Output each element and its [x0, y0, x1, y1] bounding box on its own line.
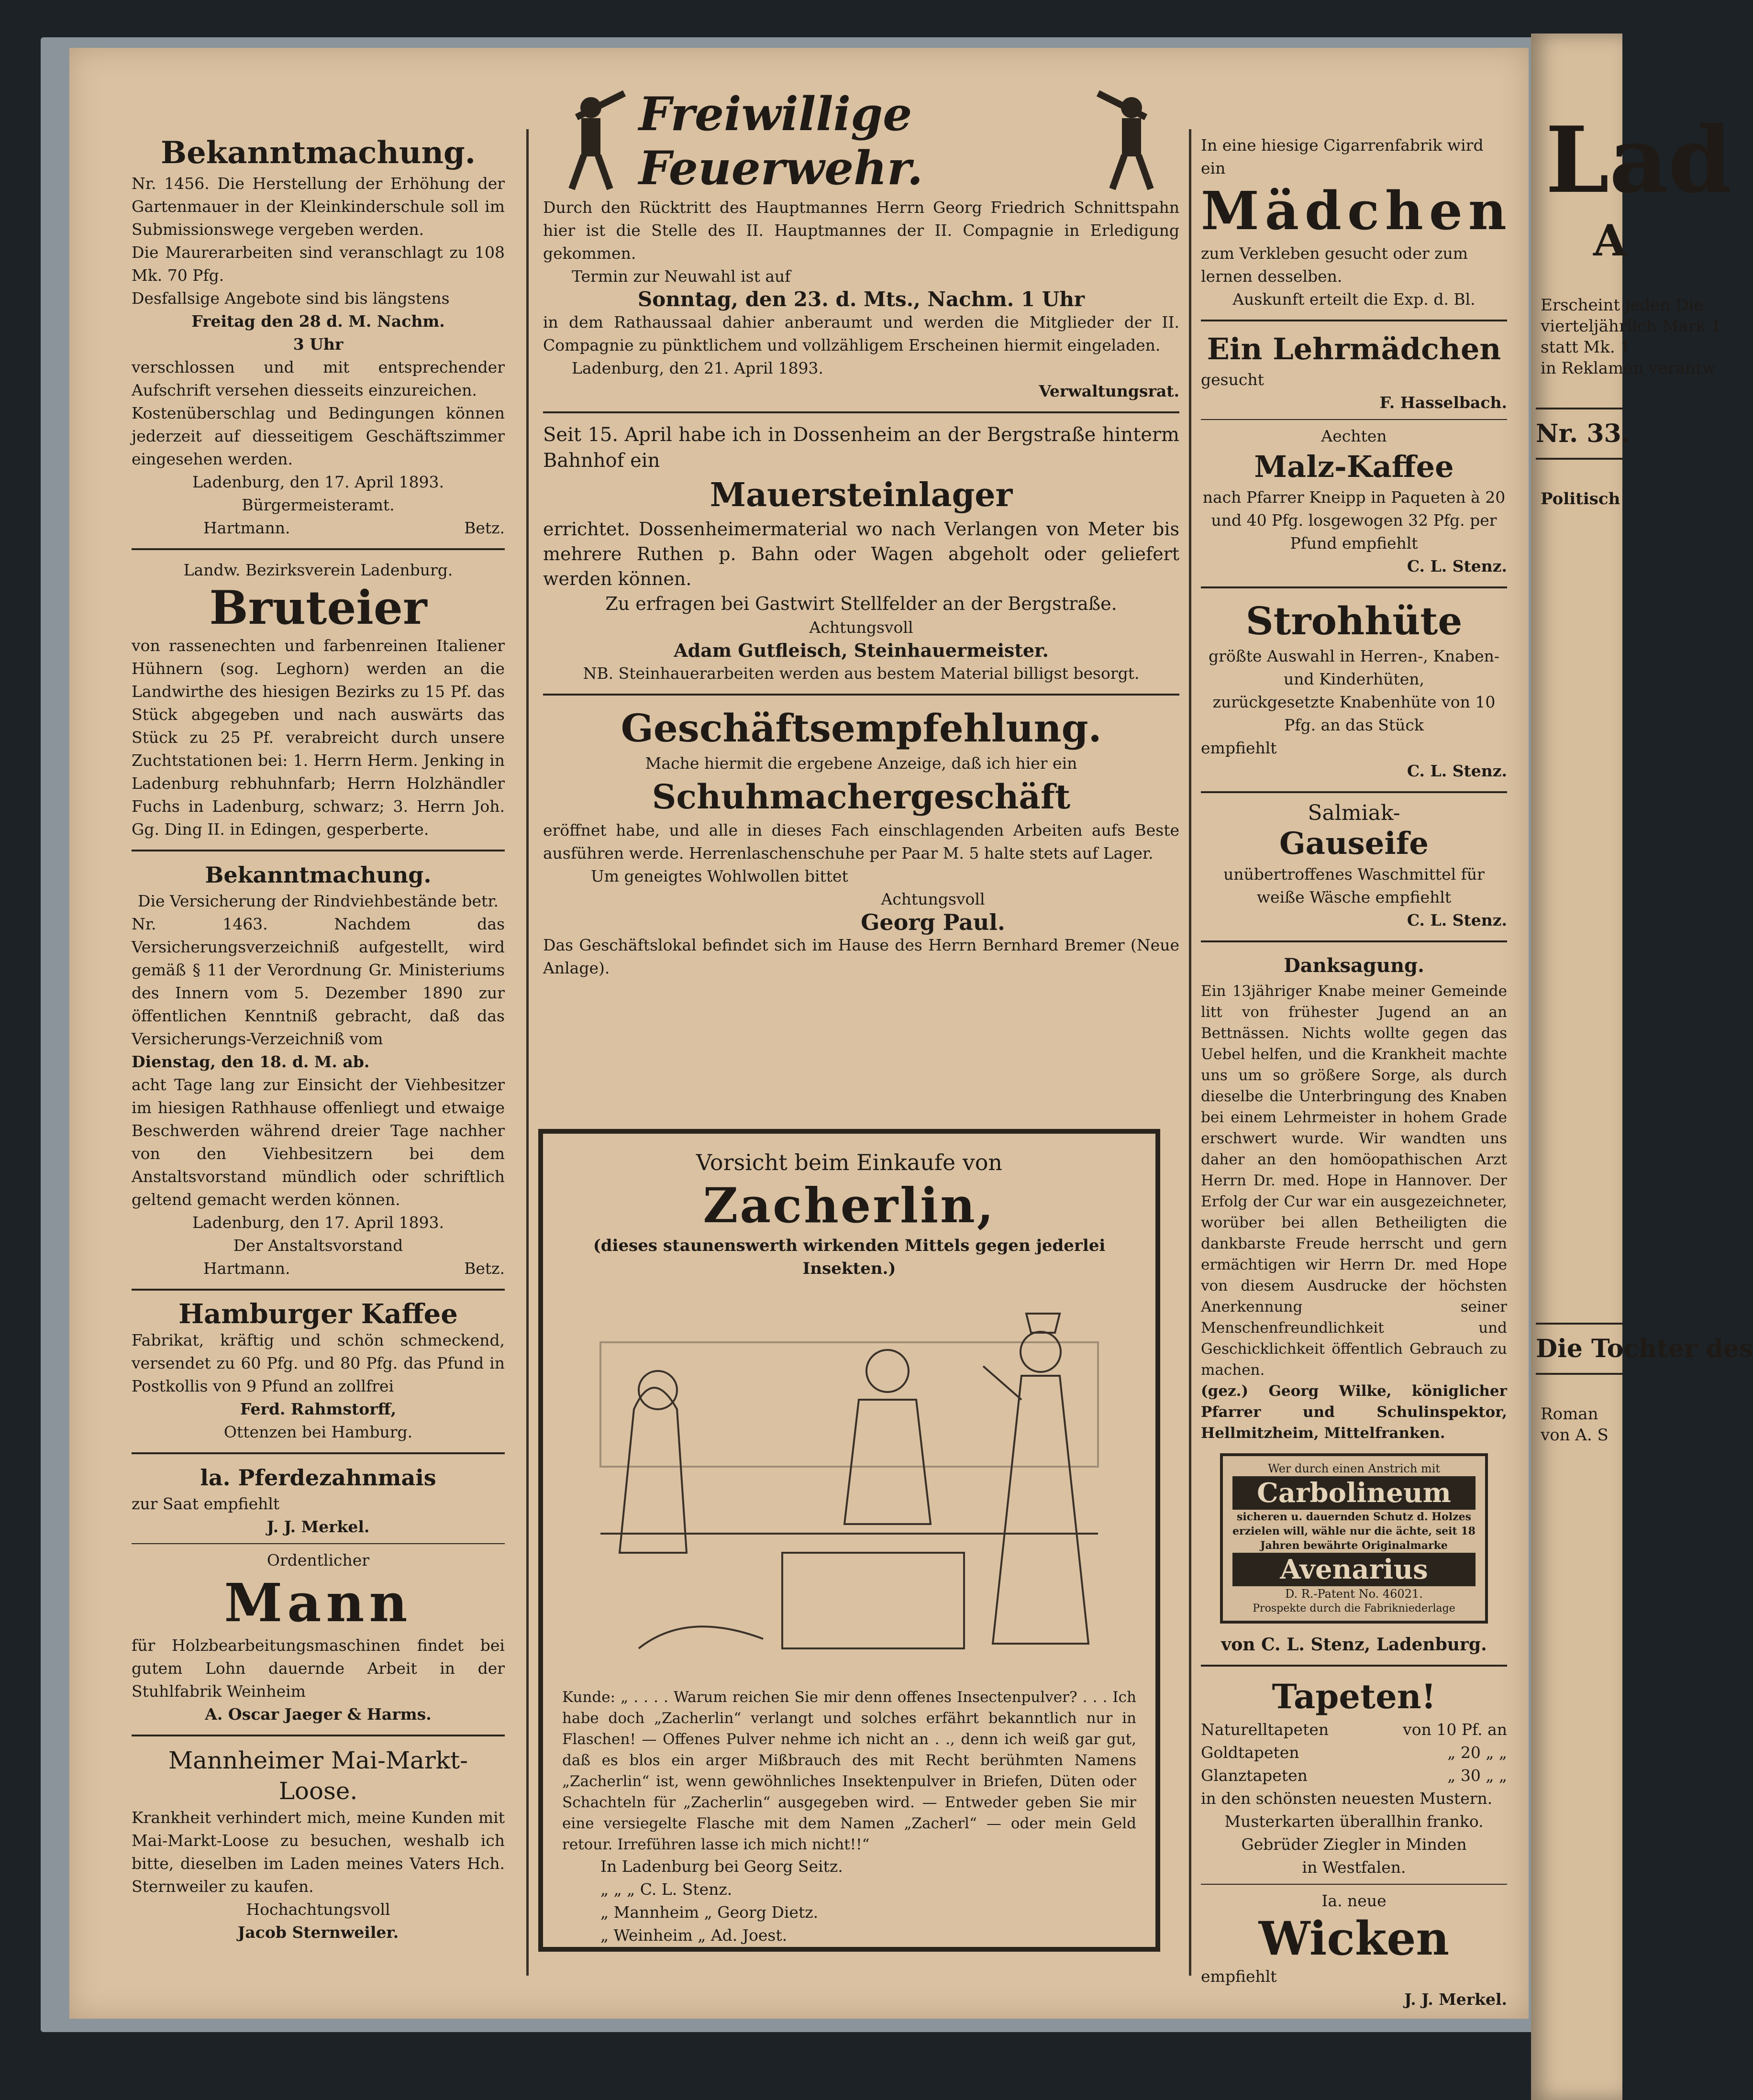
ad-signature: von C. L. Stenz, Ladenburg. — [1221, 1635, 1487, 1655]
notice-text: acht Tage lang zur Einsicht der Viehbesitzer im hiesigen Rathhause offenliegt und etwaige Beschwerden während dreier Tage nachher von den Viehbesitzern bei dem Anstaltsvorstand mündlich oder schriftlich geltend gemacht werden können. — [132, 1075, 505, 1209]
ad-pferdezahnmais — [132, 1463, 505, 1538]
notice-text: Nr. 1463. Nachdem das Versicherungsverzeichniß aufgestellt, wird gemäß § 11 der Verordnung Gr. Ministeriums des Innern vom 5. Dezember 1890 zur öffentlichen Kenntniß gebracht, daß das Versicherungs-Verzeichniß vom — [132, 915, 505, 1048]
ad-place: Ottenzen bei Hamburg. — [223, 1423, 413, 1441]
ad-zacherlin — [538, 1129, 1160, 1952]
ad-intro: Mache hiermit die ergebene Anzeige, daß ich hier ein — [645, 754, 1077, 773]
ad-danksagung — [1201, 951, 1507, 1444]
notice-date: Ladenburg, den 17. April 1893. — [192, 473, 444, 491]
ad-text: größte Auswahl in Herren-, Knaben- und Kinderhüten, — [1208, 647, 1500, 688]
ad-pre: Ordentlicher — [266, 1551, 370, 1569]
ad-text: Krankheit verhindert mich, meine Kunden mit Mai-Markt-Loose zu besuchen, weshalb ich bitte, dieselben im Laden meines Vaters Hch. Sternweiler zu kaufen. — [132, 1808, 505, 1896]
ad-title: Hamburger Kaffee — [178, 1298, 458, 1330]
ad-title: Carbolineum — [1232, 1476, 1476, 1510]
notice-signature: Betz. — [464, 519, 505, 537]
notice-signature: Verwaltungsrat. — [1039, 382, 1179, 400]
ad-title: Mann — [224, 1572, 412, 1634]
price-label: Naturelltapeten — [1201, 1720, 1329, 1739]
notice-office: Bürgermeisteramt. — [242, 496, 395, 514]
ad-text: in den schönsten neuesten Mustern. — [1201, 1789, 1493, 1808]
ad-text: Fabrikat, kräftig und schön schmeckend, versendet zu 60 Pfg. und 80 Pfg. das Pfund in Postkollis von 9 Pfund an zollfrei — [132, 1331, 505, 1395]
divider — [1201, 791, 1507, 793]
ad-signature: Georg Paul. — [861, 909, 1005, 935]
divider — [1201, 320, 1507, 321]
divider — [132, 1452, 505, 1454]
section-heading: Politisch — [1541, 489, 1620, 508]
ad-signature: Adam Gutfleisch, Steinhauermeister. — [674, 640, 1049, 661]
ad-dialog: Kunde: „ . . . . Warum reichen Sie mir denn offenes Insectenpulver? . . . Ich habe doch „Zacherlin“ verlangt und solches erfährt bekanntlich nur in Flaschen! — Offenes Pulver nehme ich nicht an . ., denn ich weiß gar gut, daß es blos ein arger Mißbrauch des mit Recht berühmten Namens „Zacherlin“ ist, wenn gewöhnliches Insektenpulver in Briefen, Düten oder Schachteln für „Zacherlin“ ausgegeben wird. — Entweder geben Sie mir eine versiegelte Flasche mit dem Namen „Zacherl“ — oder mein Geld retour. Irreführen lasse ich mich nicht!!“ — [562, 1689, 1136, 1853]
ad-title: Zacherlin, — [703, 1177, 996, 1234]
ad-signature: Jacob Sternweiler. — [237, 1923, 399, 1942]
ad-brand: Avenarius — [1232, 1553, 1476, 1586]
ad-text: Prospekte durch die Fabrikniederlage — [1253, 1603, 1455, 1614]
ad-text: nach Pfarrer Kneipp in Paqueten à 20 und 40 Pfg. losgewogen 32 Pfg. per Pfund empfiehlt — [1202, 488, 1506, 553]
ad-note: NB. Steinhauerarbeiten werden aus bestem Material billigst besorgt. — [583, 664, 1140, 683]
masthead-line: vierteljährlich Mark 1 — [1541, 317, 1721, 336]
divider — [543, 694, 1179, 696]
masthead-line: Erscheint jeden Die — [1541, 296, 1704, 315]
dealer-line: „ Mannheim „ Georg Dietz. — [600, 1903, 819, 1922]
notice-date: Ladenburg, den 17. April 1893. — [192, 1213, 444, 1232]
notice-cattle-insurance — [132, 860, 505, 1280]
ad-title: Mädchen — [1201, 180, 1512, 242]
divider — [132, 1543, 505, 1544]
ad-text: Zu erfragen bei Gastwirt Stellfelder an der Bergstraße. — [605, 593, 1117, 614]
ad-title: la. Pferdezahnmais — [200, 1465, 436, 1491]
ad-title: Gauseife — [1279, 826, 1429, 862]
issue-number: Nr. 33. — [1536, 408, 1622, 460]
ad-title: Bruteier — [209, 581, 427, 635]
divider — [1201, 940, 1507, 942]
ad-malzkaffee — [1201, 425, 1507, 578]
divider — [543, 411, 1179, 413]
ad-signature: J. J. Merkel. — [266, 1517, 370, 1536]
masthead-line: statt Mk. 1 — [1541, 338, 1631, 357]
column-left — [132, 86, 505, 1949]
price-label: Glanztapeten — [1201, 1766, 1308, 1785]
column-rule — [1189, 129, 1191, 1976]
story-title: Die Tochter des — [1536, 1323, 1622, 1375]
masthead: Lad — [1545, 107, 1732, 213]
notice-feuerwehr — [543, 86, 1179, 403]
ad-info: Auskunft erteilt die Exp. d. Bl. — [1232, 290, 1476, 309]
notice-text: in dem Rathaussaal dahier anberaumt und werden die Mitglieder der II. Compagnie zu pünktlichem und vollzähligem Erscheinen hiermit eingeladen. — [543, 313, 1179, 354]
ad-signature: Gebrüder Ziegler in Minden — [1241, 1835, 1467, 1854]
divider — [1201, 419, 1507, 420]
notice-deadline: Freitag den 28 d. M. Nachm. — [191, 312, 445, 331]
ad-mauersteinlager — [543, 422, 1179, 685]
ad-intro: In eine hiesige Cigarrenfabrik wird ein — [1201, 136, 1484, 177]
ad-text: Ein 13jähriger Knabe meiner Gemeinde litt von frühester Jugend an an Bettnässen. Nichts wollte gegen das Uebel helfen, und die Krankheit machte uns um so größere Sorge, als durch dieselbe die Unterbringung des Knaben bei einem Lehrmeister in hohem Grade erschwert wurde. Wir wandten uns daher an den homöopathischen Arzt Herrn Dr. med. Hope in Hannover. Der Erfolg der Cur war ein ausgezeichneter, worüber bei allen Betheiligten die dankbarste Freude herrscht und gern ermächtigen wir Herrn Dr. med Hope von diesem Ausdrucke der höchsten Anerkennung seiner Menschenfreundlichkeit und Geschicklichkeit öffentlich Gebrauch zu machen. — [1201, 983, 1507, 1379]
ad-title: Wicken — [1258, 1912, 1450, 1966]
ad-signature: C. L. Stenz. — [1407, 762, 1507, 780]
story-subtitle: Roman von A. S — [1541, 1404, 1609, 1445]
notice-title: Bekanntmachung. — [160, 135, 476, 171]
ad-schuhmacher — [543, 704, 1179, 980]
ad-gauseife — [1201, 802, 1507, 932]
ad-mann — [132, 1549, 505, 1726]
notice-garden-wall — [132, 134, 505, 540]
ad-maedchen — [1201, 134, 1512, 311]
ad-footer: Das Geschäftslokal befindet sich im Hause des Herrn Bernhard Bremer (Neue Anlage). — [543, 936, 1179, 977]
notice-office: Der Anstaltsvorstand — [233, 1236, 403, 1255]
ad-text: eröffnet habe, und alle in dieses Fach einschlagenden Arbeiten aufs Beste ausführen werde. Herrenlaschenschuhe per Paar M. 5 halte stets auf Lager. — [543, 821, 1179, 862]
firefighter-icon — [543, 88, 639, 194]
notice-text: Kostenüberschlag und Bedingungen können jederzeit auf diesseitigem Geschäftszimmer eingesehen werden. — [132, 404, 505, 468]
ad-text: Wer durch einen Anstrich mit — [1268, 1462, 1440, 1475]
ad-signature: C. L. Stenz. — [1407, 911, 1507, 929]
notice-date: Sonntag, den 23. d. Mts., Nachm. 1 Uhr — [637, 287, 1085, 311]
column-rule — [526, 129, 529, 1976]
masthead-line: in Reklamen verantw — [1541, 359, 1716, 378]
notice-text: Durch den Rücktritt des Hauptmannes Herrn Georg Friedrich Schnittspahn hier ist die Stelle des II. Hauptmannes der II. Compagnie in Erledigung gekommen. — [543, 198, 1179, 263]
ad-signature: A. Oscar Jaeger & Harms. — [205, 1705, 432, 1724]
notice-text: Die Maurerarbeiten sind veranschlagt zu 108 Mk. 70 Pfg. — [132, 243, 505, 285]
ad-signature: F. Hasselbach. — [1379, 393, 1507, 412]
ad-text: zum Verkleben gesucht oder zum lernen desselben. — [1201, 244, 1468, 286]
ad-bruteier — [132, 559, 505, 841]
ad-header: Landw. Bezirksverein Ladenburg. — [183, 561, 453, 579]
notice-text: Desfallsige Angebote sind bis längstens — [132, 289, 450, 308]
ad-wicken — [1201, 1890, 1507, 2011]
firefighter-icon — [1084, 88, 1179, 194]
ad-pre: Aechten — [1321, 427, 1387, 445]
ad-signature: J. J. Merkel. — [1404, 1990, 1507, 2009]
divider — [1201, 1665, 1507, 1667]
notice-text: verschlossen und mit entsprechender Aufschrift versehen diesseits einzureichen. — [132, 358, 505, 399]
notice-title: Freiwillige Feuerwehr. — [639, 87, 923, 195]
ad-strohhuete — [1201, 597, 1507, 783]
ad-subtitle: (dieses staunenswerth wirkenden Mittels gegen jederlei Insekten.) — [593, 1236, 1106, 1278]
notice-title: Bekanntmachung. — [205, 862, 432, 888]
ad-title: Strohhüte — [1245, 598, 1463, 643]
ad-text: von rassenechten und farbenreinen Italiener Hühnern (sog. Leghorn) werden an die Landwirthe des hiesigen Bezirks zu 15 Pf. das Stück abgegeben und nach auswärts das Stück zu 25 Pf. verabreicht durch unsere Zuchtstationen bei: 1. Herrn Herm. Jenking in Ladenburg rebhuhnfarb; Herrn Holzhändler Fuchs in Ladenburg, schwarz; 3. Herrn Joh. Gg. Ding II. in Edingen, gesperberte. — [132, 636, 505, 839]
ad-signature: C. L. Stenz. — [1407, 557, 1507, 575]
column-right — [1201, 86, 1512, 2016]
notice-text: Nr. 1456. Die Herstellung der Erhöhung der Gartenmauer in der Kleinkinderschule soll im Submissionswege vergeben werden. — [132, 174, 505, 239]
ad-carbolineum — [1220, 1453, 1488, 1624]
ad-text: zur Saat empfiehlt — [132, 1494, 280, 1513]
dealer-line: „ Weinheim „ Ad. Joest. — [600, 1926, 788, 1945]
divider — [132, 1735, 505, 1736]
ad-title: Mauersteinlager — [710, 476, 1013, 514]
price-value: von 10 Pf. an — [1403, 1720, 1507, 1739]
facing-page — [1531, 33, 1753, 2100]
ad-title: Mannheimer Mai-Markt-Loose. — [168, 1746, 468, 1805]
ad-lehrmaedchen — [1201, 330, 1507, 414]
ad-title: Schuhmachergeschäft — [652, 777, 1071, 817]
notice-signature: Hartmann. — [203, 519, 290, 537]
ad-title: Danksagung. — [1284, 954, 1424, 977]
ad-greeting: Hochachtungsvoll — [246, 1900, 390, 1919]
shop-scene-illustration — [562, 1285, 1136, 1687]
masthead-sub: A — [1593, 215, 1627, 266]
ad-title: Geschäftsempfehlung. — [621, 706, 1102, 751]
ad-text: errichtet. Dossenheimermaterial wo nach Verlangen von Meter bis mehrere Ruthen p. Bahn oder Wagen abgeholt oder geliefert werden können. — [543, 519, 1179, 589]
notice-signature: Betz. — [464, 1259, 505, 1278]
divider — [132, 548, 505, 550]
ad-intro: Seit 15. April habe ich in Dossenheim an der Bergstraße hinterm Bahnhof ein — [543, 424, 1179, 472]
ad-kaffee — [132, 1299, 505, 1444]
ad-place: in Westfalen. — [1302, 1858, 1406, 1877]
divider — [132, 1289, 505, 1291]
ad-text: zurückgesetzte Knabenhüte von 10 Pfg. an das Stück — [1212, 693, 1496, 734]
notice-signature: Hartmann. — [203, 1259, 290, 1278]
ad-text: Um geneigtes Wohlwollen bittet — [591, 867, 848, 885]
notice-deadline-time: 3 Uhr — [293, 335, 344, 354]
ad-text: gesucht — [1201, 370, 1264, 389]
dealer-line: „ „ „ C. L. Stenz. — [600, 1880, 732, 1899]
ad-pre: Ia. neue — [1321, 1891, 1387, 1910]
ad-text: unübertroffenes Waschmittel für weiße Wäsche empfiehlt — [1223, 865, 1485, 906]
ad-text: für Holzbearbeitungsmaschinen findet bei gutem Lohn dauernde Arbeit in der Stuhlfabrik Weinheim — [132, 1636, 505, 1701]
ad-pre: Vorsicht beim Einkaufe von — [696, 1149, 1003, 1175]
price-value: „ 30 „ „ — [1447, 1766, 1507, 1785]
ad-text: empfiehlt — [1201, 1967, 1277, 1986]
ad-loose — [132, 1745, 505, 1944]
dealer-line: In Ladenburg bei Georg Seitz. — [600, 1857, 843, 1876]
price-value: „ 20 „ „ — [1447, 1743, 1507, 1762]
column-middle — [543, 86, 1179, 984]
notice-text: Termin zur Neuwahl ist auf — [572, 267, 791, 286]
ad-text: Musterkarten überallhin franko. — [1224, 1812, 1484, 1831]
divider — [132, 850, 505, 851]
ad-pre: Salmiak- — [1308, 801, 1400, 825]
ad-title: Tapeten! — [1272, 1677, 1436, 1716]
ad-signature: (gez.) Georg Wilke, königlicher Pfarrer und Schulinspektor, Hellmitzheim, Mittelfranken. — [1201, 1382, 1507, 1442]
ad-greeting: Achtungsvoll — [881, 890, 985, 908]
ad-title: Malz-Kaffee — [1254, 449, 1454, 484]
divider — [1201, 1884, 1507, 1885]
ad-text: empfiehlt — [1201, 739, 1277, 757]
notice-subject: Die Versicherung der Rindviehbestände betr. — [138, 892, 499, 910]
ad-greeting: Achtungsvoll — [809, 618, 913, 637]
divider — [1201, 586, 1507, 588]
ad-patent: D. R.-Patent No. 46021. — [1285, 1587, 1423, 1601]
ad-tapeten — [1201, 1675, 1507, 1879]
notice-place: Ladenburg, den 21. April 1893. — [572, 359, 823, 377]
ad-signature: Ferd. Rahmstorff, — [240, 1400, 397, 1418]
price-label: Goldtapeten — [1201, 1743, 1299, 1762]
ad-text: sicheren u. dauernden Schutz d. Holzes erzielen will, wähle nur die ächte, seit 18 Jahren bewährte Originalmarke — [1232, 1511, 1476, 1552]
ad-title: Ein Lehrmädchen — [1207, 332, 1501, 366]
notice-deadline: Dienstag, den 18. d. M. ab. — [132, 1052, 370, 1071]
